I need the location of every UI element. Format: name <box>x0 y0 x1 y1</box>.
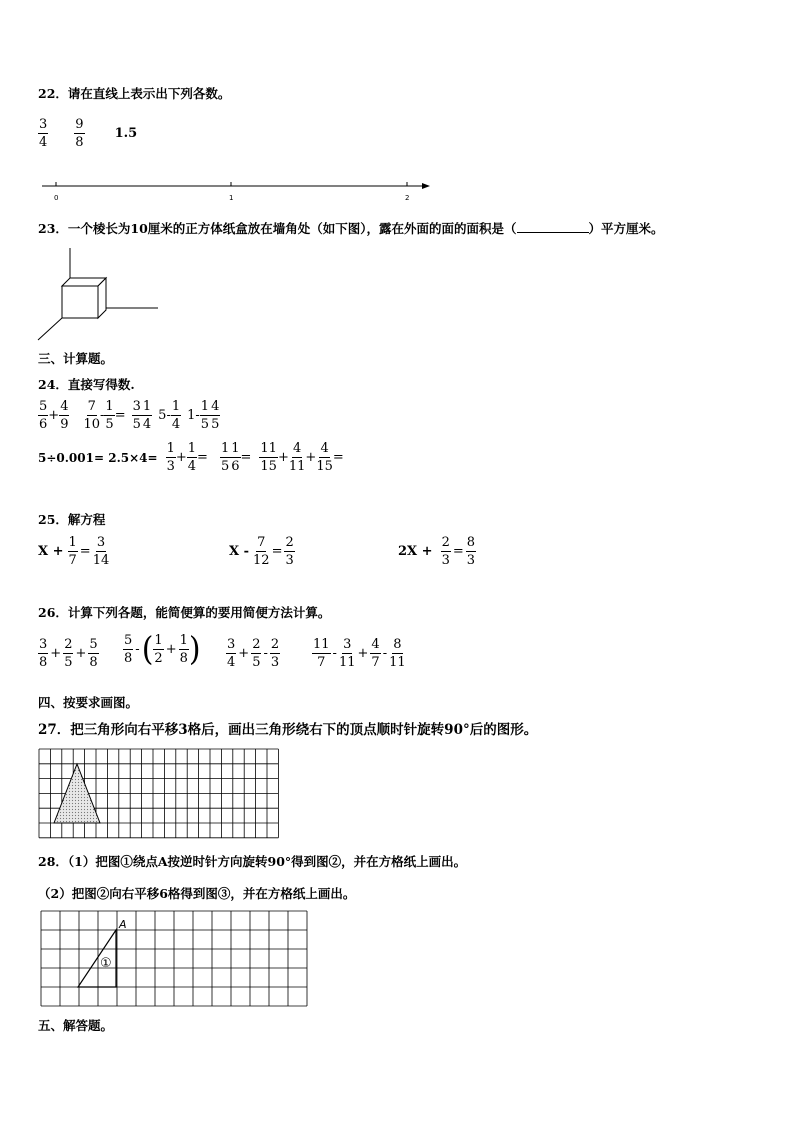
q25-eq3: 2X + $\frac{2}{3}$ = $\frac{8}{3}$ <box>398 535 476 568</box>
q26-expr3: $\frac{3}{4}$ + $\frac{2}{5}$ - $\frac{2}{3}$ <box>227 637 280 670</box>
q27-grid <box>38 748 280 840</box>
q23-title: 23．一个棱长为10厘米的正方体纸盒放在墙角处（如下图），露在外面的面的面积是（ ）平方厘米。 <box>38 221 664 236</box>
q24-title: 24．直接写得数. <box>38 377 135 392</box>
q25-eq2: X - $\frac{7}{12}$ = $\frac{2}{3}$ <box>229 535 294 568</box>
q26-title: 26．计算下列各题，能简便算的要用简便方法计算。 <box>38 605 331 620</box>
q25-title: 25．解方程 <box>38 512 106 527</box>
q28-line1: 28．（1）把图①绕点A按逆时针方向旋转90°得到图②，并在方格纸上画出。 <box>38 854 467 869</box>
fraction: $\frac{3}{4}$ <box>39 117 48 150</box>
q28-line2: （2）把图②向右平移6格得到图③，并在方格纸上画出。 <box>38 886 356 901</box>
left-paren: ( <box>141 629 154 669</box>
q26-expr2: $\frac{5}{8}$ - ( $\frac{1}{2}$ + $\frac{1}{8}$ ) <box>124 629 201 669</box>
number-line <box>38 178 438 208</box>
tick-label-2: 2 <box>405 194 410 202</box>
tick-label-1: 1 <box>229 194 234 202</box>
section-3-heading: 三、计算题。 <box>38 351 114 366</box>
right-paren: ) <box>188 629 201 669</box>
fraction: $\frac{9}{8}$ <box>75 117 84 150</box>
q25-eq1: X + $\frac{1}{7}$ = $\frac{3}{14}$ <box>38 535 110 568</box>
q22-title: 22．请在直线上表示出下列各数。 <box>38 86 231 101</box>
section-5-heading: 五、解答题。 <box>38 1018 114 1033</box>
answer-blank[interactable] <box>517 222 589 233</box>
q26-expr1: $\frac{3}{8}$ + $\frac{2}{5}$ + $\frac{5}{8}$ <box>39 637 98 670</box>
q26-expr4: $\frac{11}{7}$ - $\frac{3}{11}$ + $\frac{4}{7}$ - $\frac{8}{11}$ <box>313 637 406 670</box>
tick-label-0: 0 <box>54 194 59 202</box>
q28-grid <box>40 910 308 1010</box>
shape-1-label: ① <box>100 956 112 971</box>
section-4-heading: 四、按要求画图。 <box>38 695 139 710</box>
q22-numbers <box>38 118 137 149</box>
decimal-number: 1.5 <box>114 126 138 141</box>
q27-title: 27．把三角形向右平移3格后，画出三角形绕右下的顶点顺时针旋转90°后的图形。 <box>38 722 538 738</box>
point-a-label: A <box>119 918 127 931</box>
q24-row1: $\frac{5}{6}$ + $\frac{4}{9}$ $\frac{7}{10}$ - $\frac{1}{5}$ = $\frac{3}{5}$ $\frac{1}{4}$ 5- $\frac{1}{4}$ 1- $\frac{1}{5}$ $\frac{4}{5}$ <box>39 399 220 432</box>
q24-row2: 5÷0.001= 2.5×4= $\frac{1}{3}$ + $\frac{1}{4}$ = $\frac{1}{5}$ $\frac{1}{6}$ = $\frac{11}{15}$ + $\frac{4}{11}$ + $\frac{4}{15}$ = <box>38 441 344 474</box>
cube-corner-diagram <box>36 246 166 342</box>
